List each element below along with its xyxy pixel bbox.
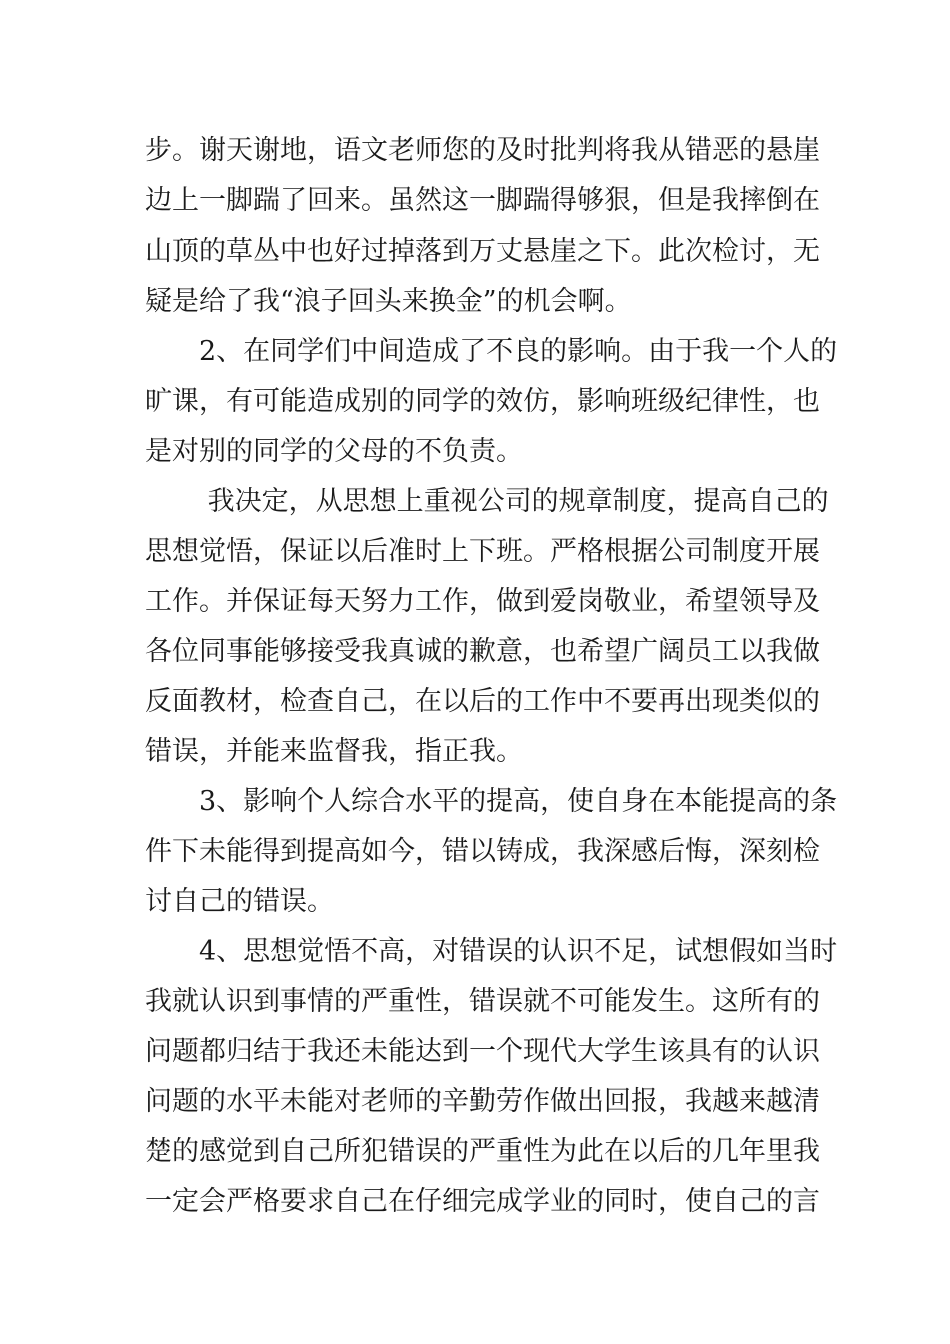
text-line: 山顶的草丛中也好过掉落到万丈悬崖之下。此次检讨，无 [145, 236, 820, 267]
text-line: 步。谢天谢地，语文老师您的及时批判将我从错恶的悬崖 [145, 135, 820, 166]
text-line: 我就认识到事情的严重性，错误就不可能发生。这所有的 [145, 986, 820, 1017]
text-line: 3、影响个人综合水平的提高，使自身在本能提高的条 [145, 786, 838, 817]
text-line: 边上一脚踹了回来。虽然这一脚踹得够狠，但是我摔倒在 [145, 185, 820, 216]
text-line: 思想觉悟，保证以后准时上下班。严格根据公司制度开展 [145, 536, 820, 567]
text-line: 讨自己的错误。 [145, 886, 334, 917]
text-line: 各位同事能够接受我真诚的歉意，也希望广阔员工以我做 [145, 636, 820, 667]
text-line: 4、思想觉悟不高，对错误的认识不足，试想假如当时 [145, 936, 838, 967]
text-line: 一定会严格要求自己在仔细完成学业的同时，使自己的言 [145, 1186, 820, 1217]
text-line: 问题的水平未能对老师的辛勤劳作做出回报，我越来越清 [145, 1086, 820, 1117]
text-line: 是对别的同学的父母的不负责。 [145, 436, 523, 467]
text-line: 疑是给了我“浪子回头来换金”的机会啊。 [145, 286, 632, 317]
text-line: 反面教材，检查自己，在以后的工作中不要再出现类似的 [145, 686, 820, 717]
text-line: 错误，并能来监督我，指正我。 [145, 736, 523, 767]
text-line: 2、在同学们中间造成了不良的影响。由于我一个人的 [145, 336, 838, 367]
text-line: 楚的感觉到自己所犯错误的严重性为此在以后的几年里我 [145, 1136, 820, 1167]
text-line: 工作。并保证每天努力工作，做到爱岗敬业，希望领导及 [145, 586, 820, 617]
text-line: 旷课，有可能造成别的同学的效仿，影响班级纪律性，也 [145, 386, 820, 417]
text-line: 件下未能得到提高如今，错以铸成，我深感后悔，深刻检 [145, 836, 820, 867]
text-line: 问题都归结于我还未能达到一个现代大学生该具有的认识 [145, 1036, 820, 1067]
text-line: 我决定，从思想上重视公司的规章制度，提高自己的 [145, 486, 829, 517]
